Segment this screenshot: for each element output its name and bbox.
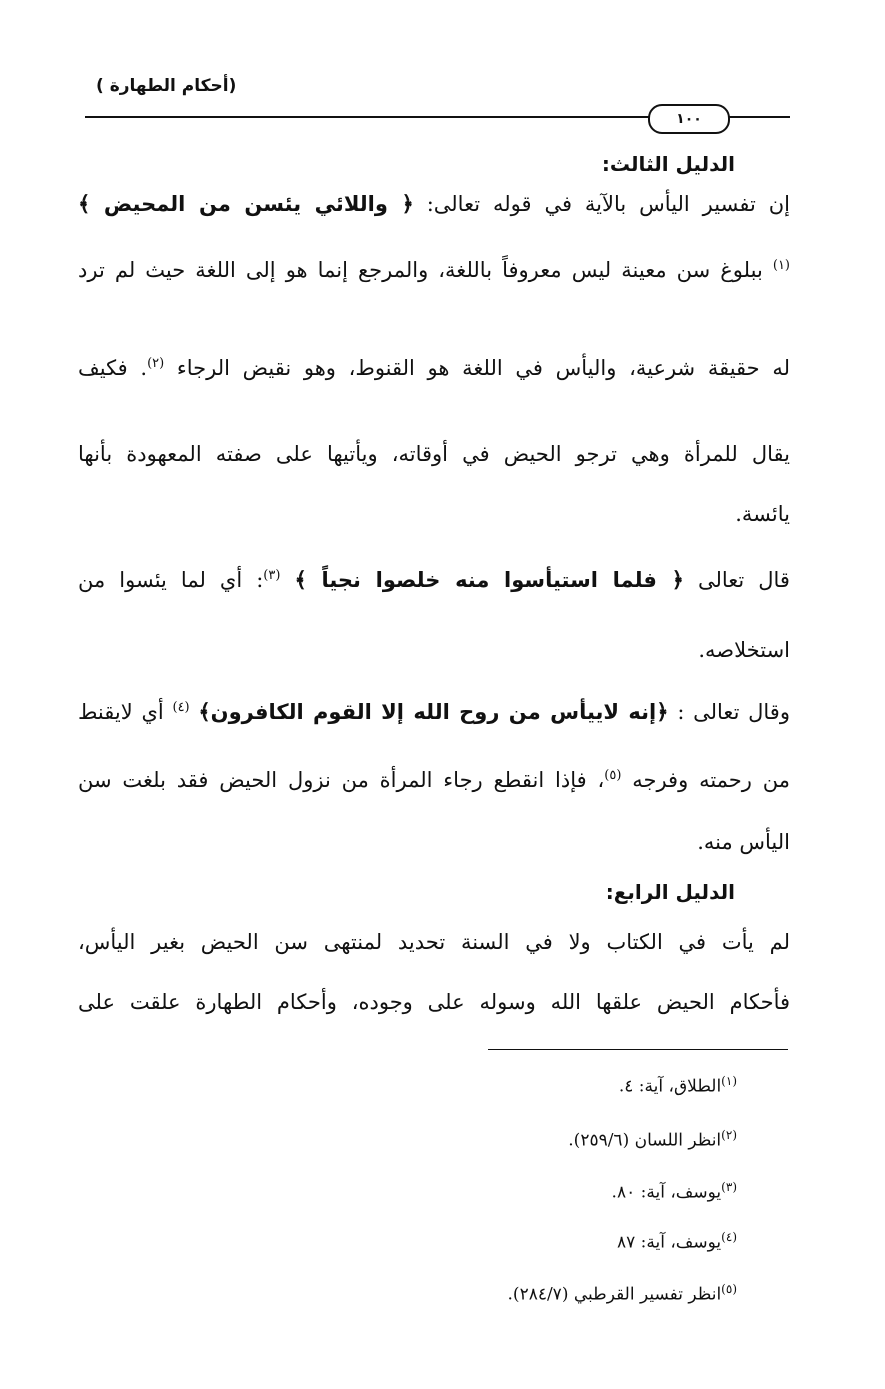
body-line-2 — [78, 258, 790, 282]
body-line-3-text: له حقيقة شرعية، واليأس في اللغة هو القنوط، وهو نقيض الرجاء — [176, 356, 790, 380]
body-line-6-after: : أي لما يئسوا من — [78, 568, 264, 592]
page-number: ١٠٠ — [648, 104, 730, 134]
body-line-10: اليأس منه. — [697, 830, 790, 854]
footnote-1-text: الطلاق، آية: ٤. — [618, 1076, 722, 1097]
body-line-4: يقال للمرأة وهي ترجو الحيض في أوقاته، ويأتيها على صفته المعهودة بأنها — [78, 442, 790, 466]
body-line-9-after: ، فإذا انقطع رجاء المرأة من نزول الحيض فقد بلغت سن — [78, 768, 605, 792]
footnote-4-text: يوسف، آية: ٨٧ — [616, 1232, 722, 1253]
quran-verse-3: ﴿إنه لاييأس من روح الله إلا القوم الكافرون﴾ — [198, 700, 669, 724]
footnote-3 — [612, 1180, 737, 1203]
quran-verse-1: ﴿ واللائي يئسن من المحيض ﴾ — [78, 192, 414, 216]
footnote-mark-5: (٥) — [604, 768, 622, 783]
body-line-8 — [78, 700, 790, 724]
footnote-2-text: انظر اللسان (٢٥٩/٦). — [568, 1130, 722, 1151]
footnote-1 — [619, 1074, 737, 1097]
body-line-8-after: أي لايقنط — [78, 700, 173, 724]
body-line-6 — [78, 568, 790, 592]
body-line-1 — [78, 192, 790, 216]
body-line-9-text: من رحمته وفرجه — [632, 768, 790, 792]
body-line-5: يائسة. — [735, 502, 790, 526]
footnote-1-number: (١) — [721, 1074, 737, 1088]
body-line-2-text: ببلوغ سن معينة ليس معروفاً باللغة، والمرجع إنما هو إلى اللغة حيث لم ترد — [78, 258, 763, 282]
quran-verse-2: ﴿ فلما استيأسوا منه خلصوا نجياً ﴾ — [294, 568, 684, 592]
footnote-3-number: (٣) — [721, 1180, 737, 1194]
footnote-4-number: (٤) — [721, 1230, 737, 1244]
body-line-8-text: وقال تعالى : — [677, 700, 790, 724]
body-line-7: استخلاصه. — [698, 638, 790, 662]
body-line-12: فأحكام الحيض علقها الله وسوله على وجوده، وأحكام الطهارة علقت على — [78, 990, 790, 1014]
footnote-2 — [568, 1128, 737, 1151]
body-line-1-text: إن تفسير اليأس بالآية في قوله تعالى: — [426, 192, 790, 216]
footnote-5-number: (٥) — [721, 1282, 737, 1296]
footnote-mark-1: (١) — [772, 258, 790, 273]
footnote-4 — [617, 1230, 737, 1253]
footnote-3-text: يوسف، آية: ٨٠. — [611, 1182, 722, 1203]
body-line-9 — [78, 768, 790, 792]
footnote-rule — [488, 1049, 788, 1050]
footnote-mark-3: (٣) — [263, 568, 281, 583]
footnote-2-number: (٢) — [721, 1128, 737, 1142]
body-line-11: لم يأت في الكتاب ولا في السنة تحديد لمنتهى سن الحيض بغير اليأس، — [78, 930, 790, 954]
footnote-5 — [508, 1282, 737, 1305]
section-heading-fourth-evidence: الدليل الرابع: — [605, 880, 735, 904]
footnote-mark-2: (٢) — [147, 356, 165, 371]
body-line-3 — [78, 356, 790, 380]
footnote-mark-4: (٤) — [172, 700, 190, 715]
section-heading-third-evidence: الدليل الثالث: — [601, 152, 735, 176]
body-line-3-after: . فكيف — [78, 356, 148, 380]
body-line-6-text: قال تعالى — [697, 568, 790, 592]
running-title: (أحكام الطهارة ) — [96, 76, 237, 96]
footnote-5-text: انظر تفسير القرطبي (٢٨٤/٧). — [507, 1284, 722, 1305]
